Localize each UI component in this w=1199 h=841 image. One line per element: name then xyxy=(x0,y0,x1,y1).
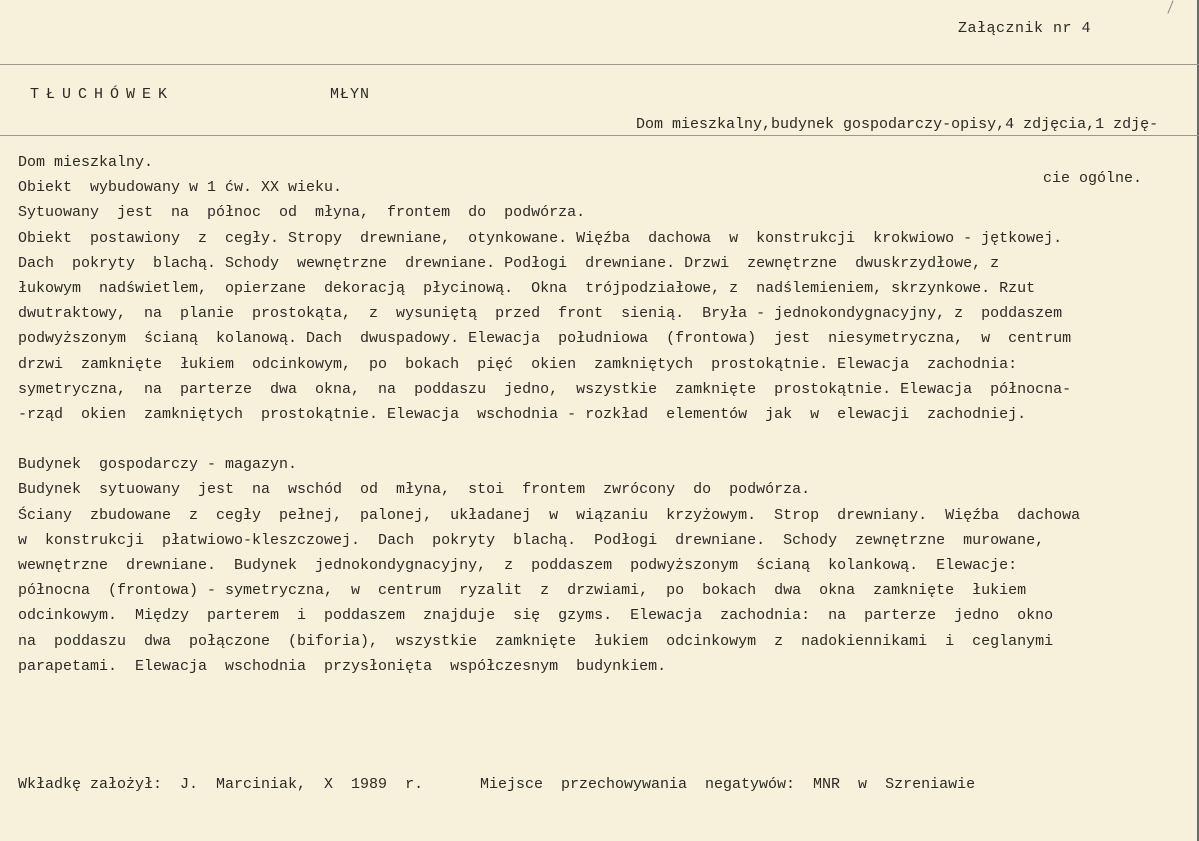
documentation-line-1: Dom mieszkalny,budynek gospodarczy-opisy,4 zdjęcia,1 zdję- xyxy=(636,116,1159,133)
storage-line: odcinkowym. Między parterem i poddaszem znajduje się gzyms. Elewacja zachodnia: na parterze jedno okno xyxy=(18,607,1054,625)
storage-line: Budynek gospodarczy - magazyn. xyxy=(18,456,298,474)
house-line: Obiekt postawiony z cegły. Stropy drewniane, otynkowane. Więźba dachowa w konstrukcji krokwiowo - jętkowej. xyxy=(18,229,1063,247)
house-line: Dach pokryty blachą. Schody wewnętrzne drewniane. Podłogi drewniane. Drzwi zewnętrzne dwuskrzydłowe, z xyxy=(18,254,1000,272)
documentation-line-2: cie ogólne. xyxy=(1042,170,1142,187)
corner-mark xyxy=(1167,0,1173,13)
house-line: Dom mieszkalny. xyxy=(18,154,154,171)
house-line: -rząd okien zamkniętych prostokątnie. Elewacja wschodnia - rozkład elementów jak w elewacji zachodniej. xyxy=(18,406,1027,424)
description-body xyxy=(18,150,1183,679)
storage-line: wewnętrzne drewniane. Budynek jednokondygnacyjny, z poddaszem podwyższonym ścianą kolankową. Elewacje: xyxy=(18,557,1018,575)
storage-line: Budynek sytuowany jest na wschód od młyna, stoi frontem zwrócony do podwórza. xyxy=(18,481,811,499)
house-line: dwutraktowy, na planie prostokąta, z wysuniętą przed front sienią. Bryła - jednokondygnacyjny, z poddaszem xyxy=(18,305,1063,323)
storage-line: parapetami. Elewacja wschodnia przysłonięta współczesnym budynkiem. xyxy=(18,657,667,675)
house-line: podwyższonym ścianą kolanową. Dach dwuspadowy. Elewacja południowa (frontowa) jest niesymetryczna, w centrum xyxy=(18,330,1072,348)
storage-line: północna (frontowa) - symetryczna, w centrum ryzalit z drzwiami, po bokach dwa okna zamknięte łukiem xyxy=(18,582,1027,600)
house-section xyxy=(18,150,1183,427)
section-gap xyxy=(18,427,1183,452)
house-line: drzwi zamknięte łukiem odcinkowym, po bokach pięć okien zamkniętych prostokątnie. Elewacja zachodnia: xyxy=(18,355,1018,373)
house-line: łukowym nadświetlem, opierzane dekoracją płycinową. Okna trójpodziałowe, z nadślemieniem, skrzynkowe. Rzut xyxy=(18,280,1036,298)
house-line: Obiekt wybudowany w 1 ćw. XX wieku. xyxy=(18,179,343,197)
place-name: TŁUCHÓWEK xyxy=(30,86,175,103)
card-author: Wkładkę założył: J. Marciniak, X 1989 r. xyxy=(18,776,424,793)
storage-line: na poddaszu dwa połączone (biforia), wszystkie zamknięte łukiem odcinkowym z nadokiennikami i ceglanymi xyxy=(18,632,1054,650)
storage-line: w konstrukcji płatwiowo-kleszczowej. Dach pokryty blachą. Podłogi drewniane. Schody zewnętrzne murowane, xyxy=(18,531,1045,549)
storage-line: Ściany zbudowane z cegły pełnej, palonej, układanej w wiązaniu krzyżowym. Strop drewniany. Więźba dachowa xyxy=(18,506,1081,524)
house-line: Sytuowany jest na północ od młyna, frontem do podwórza. xyxy=(18,204,586,222)
storage-section xyxy=(18,452,1183,679)
header-divider xyxy=(0,135,1199,136)
house-line: symetryczna, na parterze dwa okna, na poddaszu jedno, wszystkie zamknięte prostokątnie. Elewacja północna- xyxy=(18,380,1072,398)
top-divider xyxy=(0,64,1199,65)
negatives-location: Miejsce przechowywania negatywów: MNR w Szreniawie xyxy=(480,776,976,793)
object-name: MŁYN xyxy=(330,86,371,103)
attachment-number: Załącznik nr 4 xyxy=(958,20,1092,37)
